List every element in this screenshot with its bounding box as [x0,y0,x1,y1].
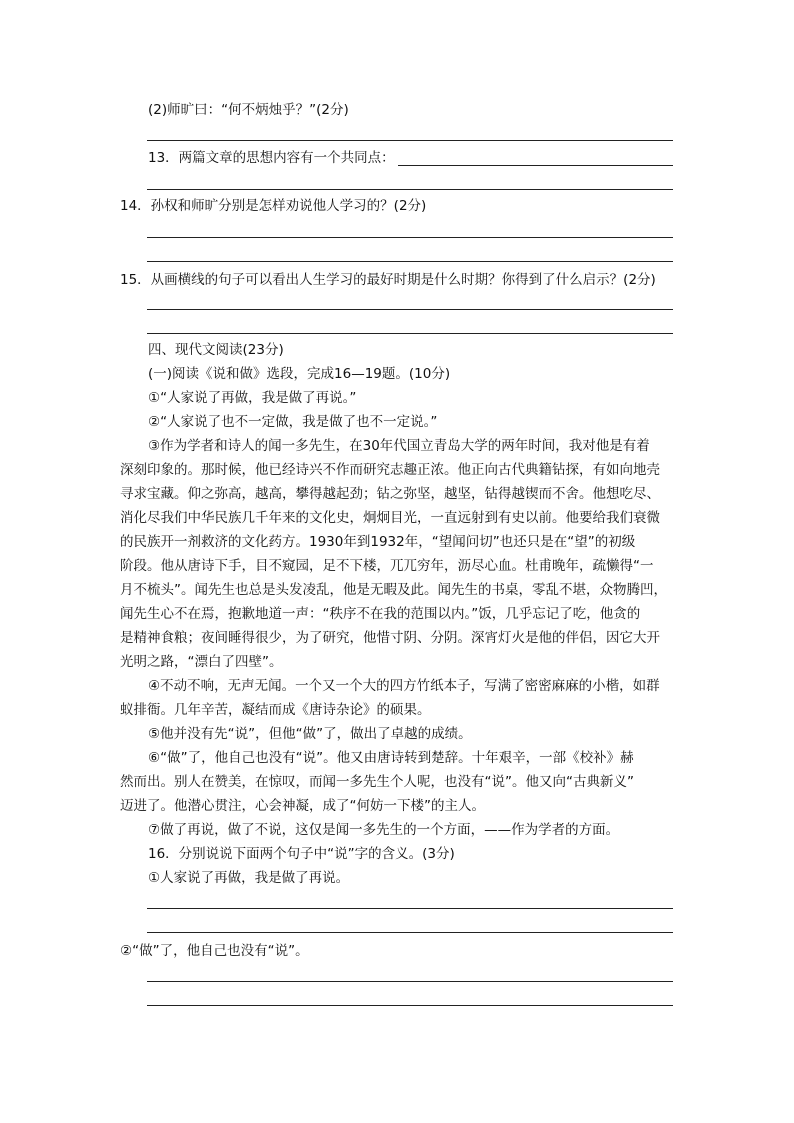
paragraph-4-line: ④不动不响，无声无闻。一个又一个大的四方竹纸本子，写满了密密麻麻的小楷，如群 [148,678,660,694]
paragraph-6-line: 迈进了。他潜心贯注，心会神凝，成了“何妨一下楼”的主人。 [120,798,485,814]
answer-line[interactable] [147,189,673,190]
question-16-1: ①人家说了再做，我是做了再说。 [148,870,350,886]
answer-line[interactable] [398,165,673,166]
paragraph-3-line: ③作为学者和诗人的闻一多先生，在30年代国立青岛大学的两年时间，我对他是有着 [148,438,650,454]
paragraph-3-line: 消化尽我们中华民族几千年来的文化史，炯炯目光，一直远射到有史以前。他要给我们衰微 [120,510,660,526]
paragraph-7: ⑦做了再说，做了不说，这仅是闻一多先生的一个方面，——作为学者的方面。 [148,822,620,838]
question-14: 14．孙权和师旷分别是怎样劝说他人学习的？(2分) [120,198,427,214]
paragraph-4-line: 蚁排衙。几年辛苦，凝结而成《唐诗杂论》的硕果。 [120,702,431,718]
paragraph-3-line: 月不梳头”。闻先生也总是头发凌乱，他是无暇及此。闻先生的书桌，零乱不堪，众物腾凹， [120,582,667,598]
answer-line[interactable] [147,981,673,982]
answer-line[interactable] [147,333,673,334]
paragraph-1: ①“人家说了再做，我是做了再说。” [148,390,357,406]
paragraph-6-line: 然而出。别人在赞美，在惊叹，而闻一多先生个人呢，也没有“说”。他又向“古典新义” [120,774,634,790]
answer-line[interactable] [147,261,673,262]
paragraph-3-line: 光明之路，“漂白了四壁”。 [120,654,283,670]
question-16-2: ②“做”了，他自己也没有“说”。 [120,943,309,959]
paragraph-3-line: 寻求宝藏。仰之弥高，越高，攀得越起劲；钻之弥坚，越坚，钻得越锲而不舍。他想吃尽、 [120,486,660,502]
paragraph-3-line: 深刻印象的。那时候，他已经诗兴不作而研究志趣正浓。他正向古代典籍钻探，有如向地壳 [120,462,660,478]
section-heading: 四、现代文阅读(23分) [148,342,284,358]
answer-line[interactable] [147,140,673,141]
answer-line[interactable] [147,908,673,909]
answer-line[interactable] [147,237,673,238]
paragraph-3-line: 的民族开一剂救济的文化药方。1930年到1932年，“望闻问切”也还只是在“望”的初级 [120,534,636,550]
paragraph-3-line: 阶段。他从唐诗下手，目不窥园，足不下楼，兀兀穷年，沥尽心血。杜甫晚年，疏懒得“一 [120,558,654,574]
question-12-2: (2)师旷曰：“何不炳烛乎？”(2分) [148,102,349,118]
question-16: 16．分别说说下面两个句子中“说”字的含义。(3分) [148,846,455,862]
paragraph-5: ⑤他并没有先“说”，但他“做”了，做出了卓越的成绩。 [148,726,472,742]
question-13: 13．两篇文章的思想内容有一个共同点： [148,150,395,166]
answer-line[interactable] [147,932,673,933]
paragraph-6-line: ⑥“做”了，他自己也没有“说”。他又由唐诗转到楚辞。十年艰辛，一部《校补》赫 [148,750,634,766]
answer-line[interactable] [147,1005,673,1006]
paragraph-3-line: 是精神食粮；夜间睡得很少，为了研究，他惜寸阴、分阴。深宵灯火是他的伴侣，因它大开 [120,630,660,646]
question-15: 15．从画横线的句子可以看出人生学习的最好时期是什么时期？你得到了什么启示？(2分) [120,272,656,288]
paragraph-3-line: 闻先生心不在焉，抱歉地道一声：“秩序不在我的范围以内。”饭，几乎忘记了吃，他贪的 [120,606,641,622]
passage-intro: (一)阅读《说和做》选段，完成16—19题。(10分) [148,366,451,382]
paragraph-2: ②“人家说了也不一定做，我是做了也不一定说。” [148,414,438,430]
answer-line[interactable] [147,309,673,310]
